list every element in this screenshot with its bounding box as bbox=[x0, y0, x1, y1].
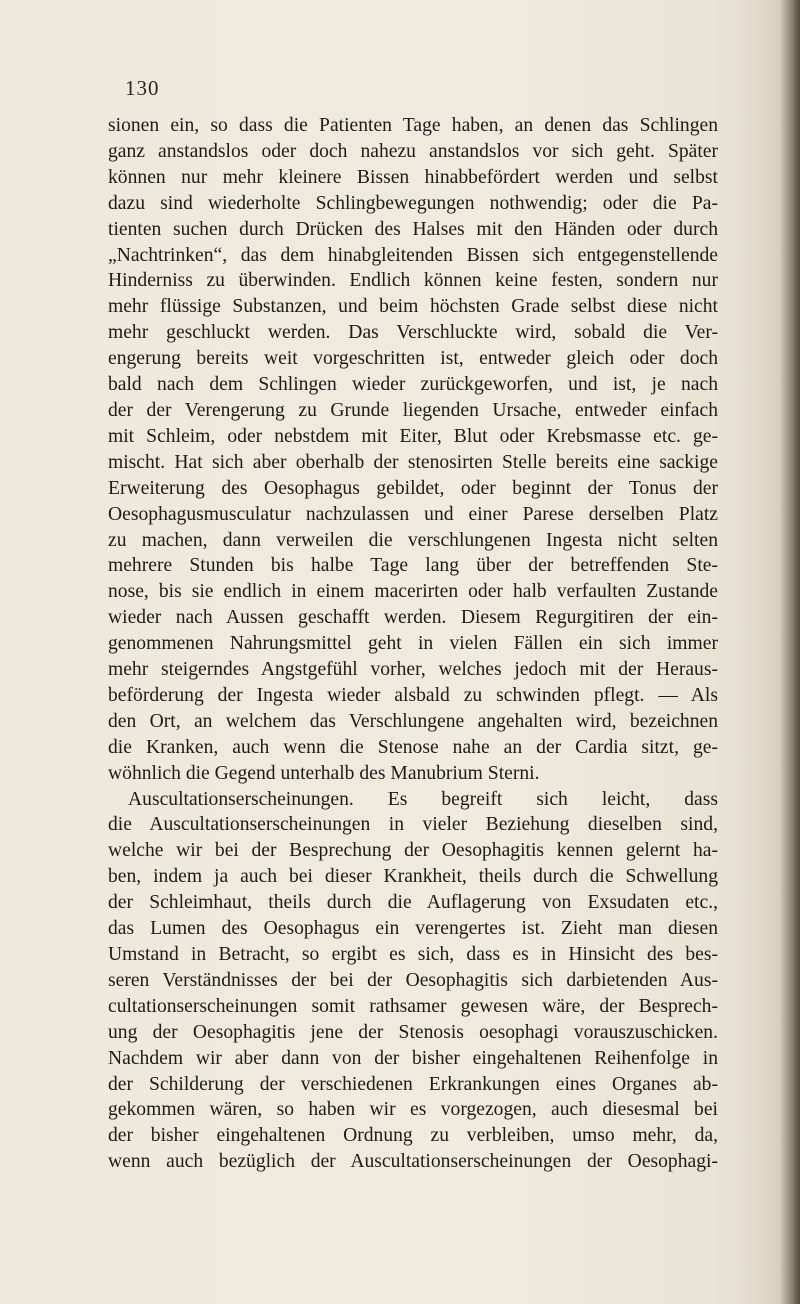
text-line: wieder nach Aussen geschafft werden. Diesem Regurgitiren der ein- bbox=[108, 607, 718, 629]
text-line: genommenen Nahrungsmittel geht in vielen Fällen ein sich immer bbox=[108, 633, 718, 655]
text-line: können nur mehr kleinere Bissen hinabbefördert werden und selbst bbox=[108, 166, 718, 188]
text-line: cultationserscheinungen somit rathsamer gewesen wäre, der Besprech- bbox=[108, 995, 718, 1017]
text-line: zu machen, dann verweilen die verschlungenen Ingesta nicht selten bbox=[108, 529, 718, 551]
body-text bbox=[108, 113, 718, 1175]
text-line: bald nach dem Schlingen wieder zurückgeworfen, und ist, je nach bbox=[108, 374, 718, 396]
text-line: sionen ein, so dass die Patienten Tage haben, an denen das Schlingen bbox=[108, 115, 718, 136]
text-line: mehrere Stunden bis halbe Tage lang über der betreffenden Ste- bbox=[108, 555, 718, 577]
paragraph-end-line: wöhnlich die Gegend unterhalb des Manubrium Sterni. bbox=[108, 762, 540, 784]
text-line: seren Verständnisses der bei der Oesophagitis sich darbietenden Aus- bbox=[108, 969, 718, 991]
text-line: der der Verengerung zu Grunde liegenden Ursache, entweder einfach bbox=[108, 399, 718, 421]
page-edge-shadow bbox=[780, 0, 800, 1304]
text-line: ung der Oesophagitis jene der Stenosis oesophagi vorauszuschicken. bbox=[108, 1021, 718, 1043]
page-number: 130 bbox=[125, 76, 160, 100]
text-line: nose, bis sie endlich in einem macerirten oder halb verfaulten Zustande bbox=[108, 581, 718, 603]
text-line: ben, indem ja auch bei dieser Krankheit, theils durch die Schwellung bbox=[108, 866, 718, 888]
text-line: mischt. Hat sich aber oberhalb der stenosirten Stelle bereits eine sackige bbox=[108, 451, 718, 473]
text-line: mit Schleim, oder nebstdem mit Eiter, Blut oder Krebsmasse etc. ge- bbox=[108, 425, 718, 447]
text-line: Hinderniss zu überwinden. Endlich können keine festen, sondern nur bbox=[108, 270, 718, 292]
text-line: die Kranken, auch wenn die Stenose nahe an der Cardia sitzt, ge- bbox=[108, 736, 718, 758]
section-heading-line: Auscultationserscheinungen. Es begreift sich leicht, dass bbox=[128, 788, 718, 810]
text-line: welche wir bei der Besprechung der Oesophagitis kennen gelernt ha- bbox=[108, 840, 718, 862]
text-line: mehr flüssige Substanzen, und beim höchsten Grade selbst diese nicht bbox=[108, 296, 718, 318]
text-line: mehr steigerndes Angstgefühl vorher, welches jedoch mit der Heraus- bbox=[108, 659, 718, 681]
text-line: tienten suchen durch Drücken des Halses mit den Händen oder durch bbox=[108, 218, 718, 240]
text-line: der bisher eingehaltenen Ordnung zu verbleiben, umso mehr, da, bbox=[108, 1125, 718, 1147]
text-line: beförderung der Ingesta wieder alsbald zu schwinden pflegt. — Als bbox=[108, 684, 718, 706]
text-line: Nachdem wir aber dann von der bisher eingehaltenen Reihenfolge in bbox=[108, 1047, 718, 1069]
text-line: Oesophagusmusculatur nachzulassen und einer Parese derselben Platz bbox=[108, 503, 718, 525]
text-line: wenn auch bezüglich der Auscultationserscheinungen der Oesophagi- bbox=[108, 1151, 718, 1173]
text-line: engerung bereits weit vorgeschritten ist, entweder gleich oder doch bbox=[108, 348, 718, 370]
text-line: gekommen wären, so haben wir es vorgezogen, auch diesesmal bei bbox=[108, 1099, 718, 1121]
text-line: den Ort, an welchem das Verschlungene angehalten wird, bezeichnen bbox=[108, 710, 718, 732]
text-line: der Schleimhaut, theils durch die Auflagerung von Exsudaten etc., bbox=[108, 892, 718, 914]
text-line: Umstand in Betracht, so ergibt es sich, dass es in Hinsicht des bes- bbox=[108, 944, 718, 965]
text-line: mehr geschluckt werden. Das Verschluckte wird, sobald die Ver- bbox=[108, 322, 718, 344]
text-line: „Nachtrinken“, das dem hinabgleitenden Bissen sich entgegenstellende bbox=[108, 244, 718, 266]
text-line: der Schilderung der verschiedenen Erkrankungen eines Organes ab- bbox=[108, 1073, 718, 1095]
text-line: dazu sind wiederholte Schlingbewegungen nothwendig; oder die Pa- bbox=[108, 192, 718, 214]
text-line: ganz anstandslos oder doch nahezu anstandslos vor sich geht. Später bbox=[108, 140, 718, 162]
text-line: Erweiterung des Oesophagus gebildet, oder beginnt der Tonus der bbox=[108, 477, 718, 499]
text-line: das Lumen des Oesophagus ein verengertes ist. Zieht man diesen bbox=[108, 918, 718, 940]
text-line: die Auscultationserscheinungen in vieler Beziehung dieselben sind, bbox=[108, 814, 718, 836]
